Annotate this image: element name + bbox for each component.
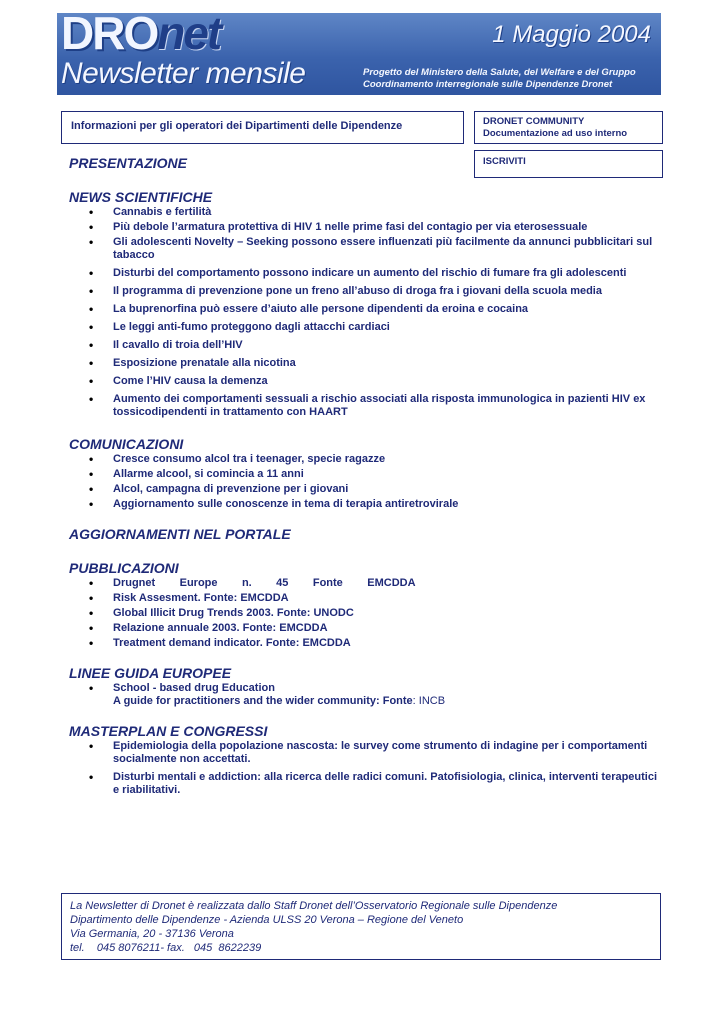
news-item[interactable]: • Le leggi anti-fumo proteggono dagli attacchi cardiaci <box>89 321 659 334</box>
news-item[interactable]: • Disturbi del comportamento possono indicare un aumento del rischio di fumare fra gli adolescenti <box>89 267 659 280</box>
linee-item-source: : INCB <box>412 695 446 707</box>
masterplan-list <box>89 740 659 797</box>
pubblicazioni-item[interactable]: • Risk Assesment. Fonte: EMCDDA <box>89 592 659 605</box>
footer-line-2: Dipartimento delle Dipendenze - Azienda ULSS 20 Verona – Regione del Veneto <box>70 914 464 926</box>
footer-line-1: La Newsletter di Dronet è realizzata dallo Staff Dronet dell’Osservatorio Regionale sulle Dipendenze <box>70 900 558 912</box>
logo-net: net <box>157 13 221 59</box>
newsletter-footer <box>61 893 661 960</box>
newsletter-banner <box>57 13 661 95</box>
pubblicazioni-item[interactable]: • Relazione annuale 2003. Fonte: EMCDDA <box>89 622 659 635</box>
news-item[interactable]: • Cannabis e fertilità <box>89 206 659 219</box>
linee-item[interactable] <box>89 682 659 708</box>
pubblicazioni-list <box>89 577 659 650</box>
masterplan-item[interactable]: • Epidemiologia della popolazione nascosta: le survey come strumento di indagine per i comportamenti socialmente non accettati. <box>89 740 659 766</box>
linee-item-guide: A guide for practitioners and the wider community: Fonte <box>113 695 413 707</box>
linee-item-title: • School - based drug Education <box>113 682 275 694</box>
news-item[interactable]: • La buprenorfina può essere d’aiuto alle persone dipendenti da eroina e cocaina <box>89 303 659 316</box>
news-item[interactable]: • Il cavallo di troia dell’HIV <box>89 339 659 352</box>
newsletter-subtitle: Newsletter mensile <box>61 57 306 90</box>
comunicazioni-list <box>89 453 659 511</box>
info-box: Informazioni per gli operatori dei Dipartimenti delle Dipendenze <box>61 111 464 144</box>
footer-line-3: Via Germania, 20 - 37136 Verona <box>70 928 234 940</box>
comunicazioni-item[interactable]: • Allarme alcool, si comincia a 11 anni <box>89 468 659 481</box>
dronet-community-box[interactable] <box>474 111 663 144</box>
news-item[interactable]: • Il programma di prevenzione pone un freno all’abuso di droga fra i giovani della scuola media <box>89 285 659 298</box>
linee-item-subtitle <box>113 695 659 708</box>
heading-masterplan[interactable]: MASTERPLAN E CONGRESSI <box>69 723 268 739</box>
heading-presentazione[interactable]: PRESENTAZIONE <box>69 155 187 171</box>
heading-pubblicazioni[interactable]: PUBBLICAZIONI <box>69 560 179 576</box>
pubblicazioni-item[interactable]: • Drugnet Europe n. 45 Fonte EMCDDA <box>89 577 659 590</box>
project-line-1: Progetto del Ministero della Salute, del Welfare e del Gruppo <box>363 67 636 78</box>
news-list <box>89 206 659 419</box>
project-credit <box>363 67 653 91</box>
news-item[interactable]: • Esposizione prenatale alla nicotina <box>89 357 659 370</box>
pubblicazioni-item[interactable]: • Treatment demand indicator. Fonte: EMCDDA <box>89 637 659 650</box>
heading-linee-guida[interactable]: LINEE GUIDA EUROPEE <box>69 665 232 681</box>
logo-dro: DRO <box>61 13 158 59</box>
news-item[interactable]: • Gli adolescenti Novelty – Seeking possono essere influenzati più facilmente da annunci pubblicitari sul tabacco <box>89 236 659 262</box>
heading-aggiornamenti[interactable]: AGGIORNAMENTI NEL PORTALE <box>69 526 291 542</box>
news-item[interactable]: • Aumento dei comportamenti sessuali a rischio associati alla risposta immunologica in pazienti HIV ex tossicodipendenti in trattamento con HAART <box>89 393 659 419</box>
comunicazioni-item[interactable]: • Cresce consumo alcol tra i teenager, specie ragazze <box>89 453 659 466</box>
iscriviti-link[interactable]: ISCRIVITI <box>474 150 663 178</box>
heading-comunicazioni[interactable]: COMUNICAZIONI <box>69 436 184 452</box>
comunicazioni-item[interactable]: • Aggiornamento sulle conoscenze in tema di terapia antiretrovirale <box>89 498 659 511</box>
community-title[interactable]: DRONET COMMUNITY <box>483 116 585 127</box>
linee-list <box>89 682 659 708</box>
project-line-2: Coordinamento interregionale sulle Dipendenze Dronet <box>363 79 613 90</box>
newsletter-content <box>69 154 659 799</box>
dronet-logo <box>61 13 220 57</box>
pubblicazioni-item[interactable]: • Global Illicit Drug Trends 2003. Fonte: UNODC <box>89 607 659 620</box>
issue-date: 1 Maggio 2004 <box>492 21 651 48</box>
comunicazioni-item[interactable]: • Alcol, campagna di prevenzione per i giovani <box>89 483 659 496</box>
community-subtitle: Documentazione ad uso interno <box>483 128 628 139</box>
heading-news[interactable]: NEWS SCIENTIFICHE <box>69 189 213 205</box>
footer-line-4: tel. 045 8076211- fax. 045 8622239 <box>70 942 262 954</box>
news-item[interactable]: • Più debole l’armatura protettiva di HIV 1 nelle prime fasi del contagio per via eterosessuale <box>89 221 659 234</box>
news-item[interactable]: • Come l’HIV causa la demenza <box>89 375 659 388</box>
masterplan-item[interactable]: • Disturbi mentali e addiction: alla ricerca delle radici comuni. Patofisiologia, clinica, interventi terapeutici e riabilitativi. <box>89 771 659 797</box>
